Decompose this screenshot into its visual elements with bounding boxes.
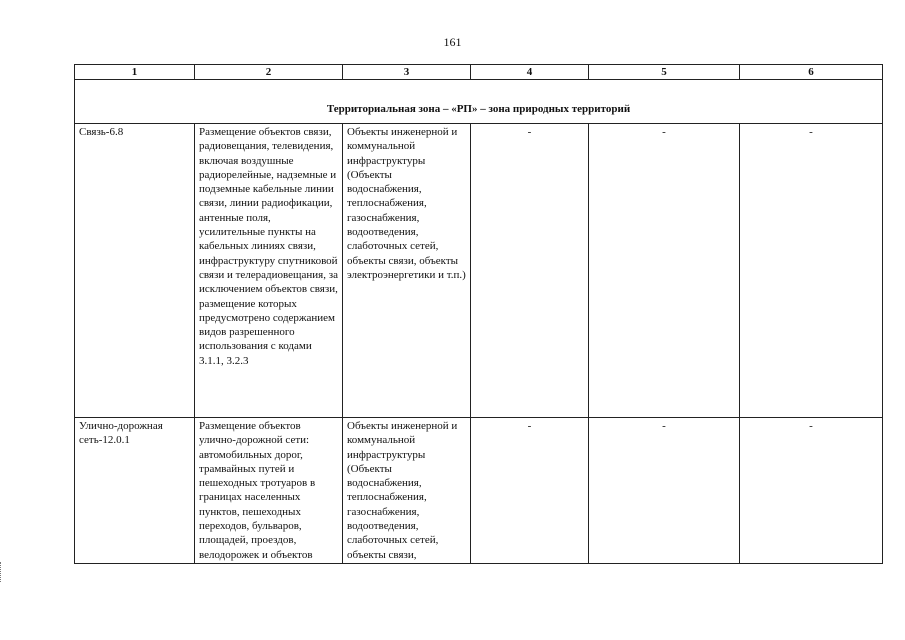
row-objects: Объекты инженерной и коммунальной инфраструктуры (Объекты водоснабжения, теплоснабжения, газоснабжения, водоотведения, слаботочных сетей, объекты связи, объекты электроэнергетики и т.п.) <box>343 124 471 418</box>
header-col-1: 1 <box>75 65 195 80</box>
row-description: Размещение объектов улично-дорожной сети: автомобильных дорог, трамвайных путей и пешеходных тротуаров в границах населенных пунктов, пешеходных переходов, бульваров, площадей, проездов, велодорожек и объектов <box>195 418 343 564</box>
row-col4: - <box>471 124 589 418</box>
table-row <box>75 418 883 564</box>
zone-title: Территориальная зона – «РП» – зона природных территорий <box>75 80 883 124</box>
header-col-2: 2 <box>195 65 343 80</box>
row-col6: - <box>740 418 883 564</box>
row-col6: - <box>740 124 883 418</box>
row-name: Связь-6.8 <box>75 124 195 418</box>
row-col5: - <box>589 418 740 564</box>
table-row <box>75 124 883 418</box>
header-col-4: 4 <box>471 65 589 80</box>
row-description: Размещение объектов связи, радиовещания, телевидения, включая воздушные радиорелейные, надземные и подземные кабельные линии связи, линии радиофикации, антенные поля, усилительные пункты на кабельных линиях связи, инфраструктуру спутниковой связи и телерадиовещания, за исключением объектов связи, размещение которых предусмотрено содержанием видов разрешенного использования с кодами 3.1.1, 3.2.3 <box>195 124 343 418</box>
row-objects: Объекты инженерной и коммунальной инфраструктуры (Объекты водоснабжения, теплоснабжения, газоснабжения, водоотведения, слаботочных сетей, объекты связи, <box>343 418 471 564</box>
row-col5: - <box>589 124 740 418</box>
header-col-5: 5 <box>589 65 740 80</box>
header-col-6: 6 <box>740 65 883 80</box>
row-col4: - <box>471 418 589 564</box>
header-col-3: 3 <box>343 65 471 80</box>
scan-edge-mark <box>0 562 4 582</box>
page-number: 161 <box>443 35 462 49</box>
header-row <box>75 65 883 80</box>
zoning-table <box>74 64 883 564</box>
zone-row <box>75 80 883 124</box>
row-name: Улично-дорожная сеть-12.0.1 <box>75 418 195 564</box>
